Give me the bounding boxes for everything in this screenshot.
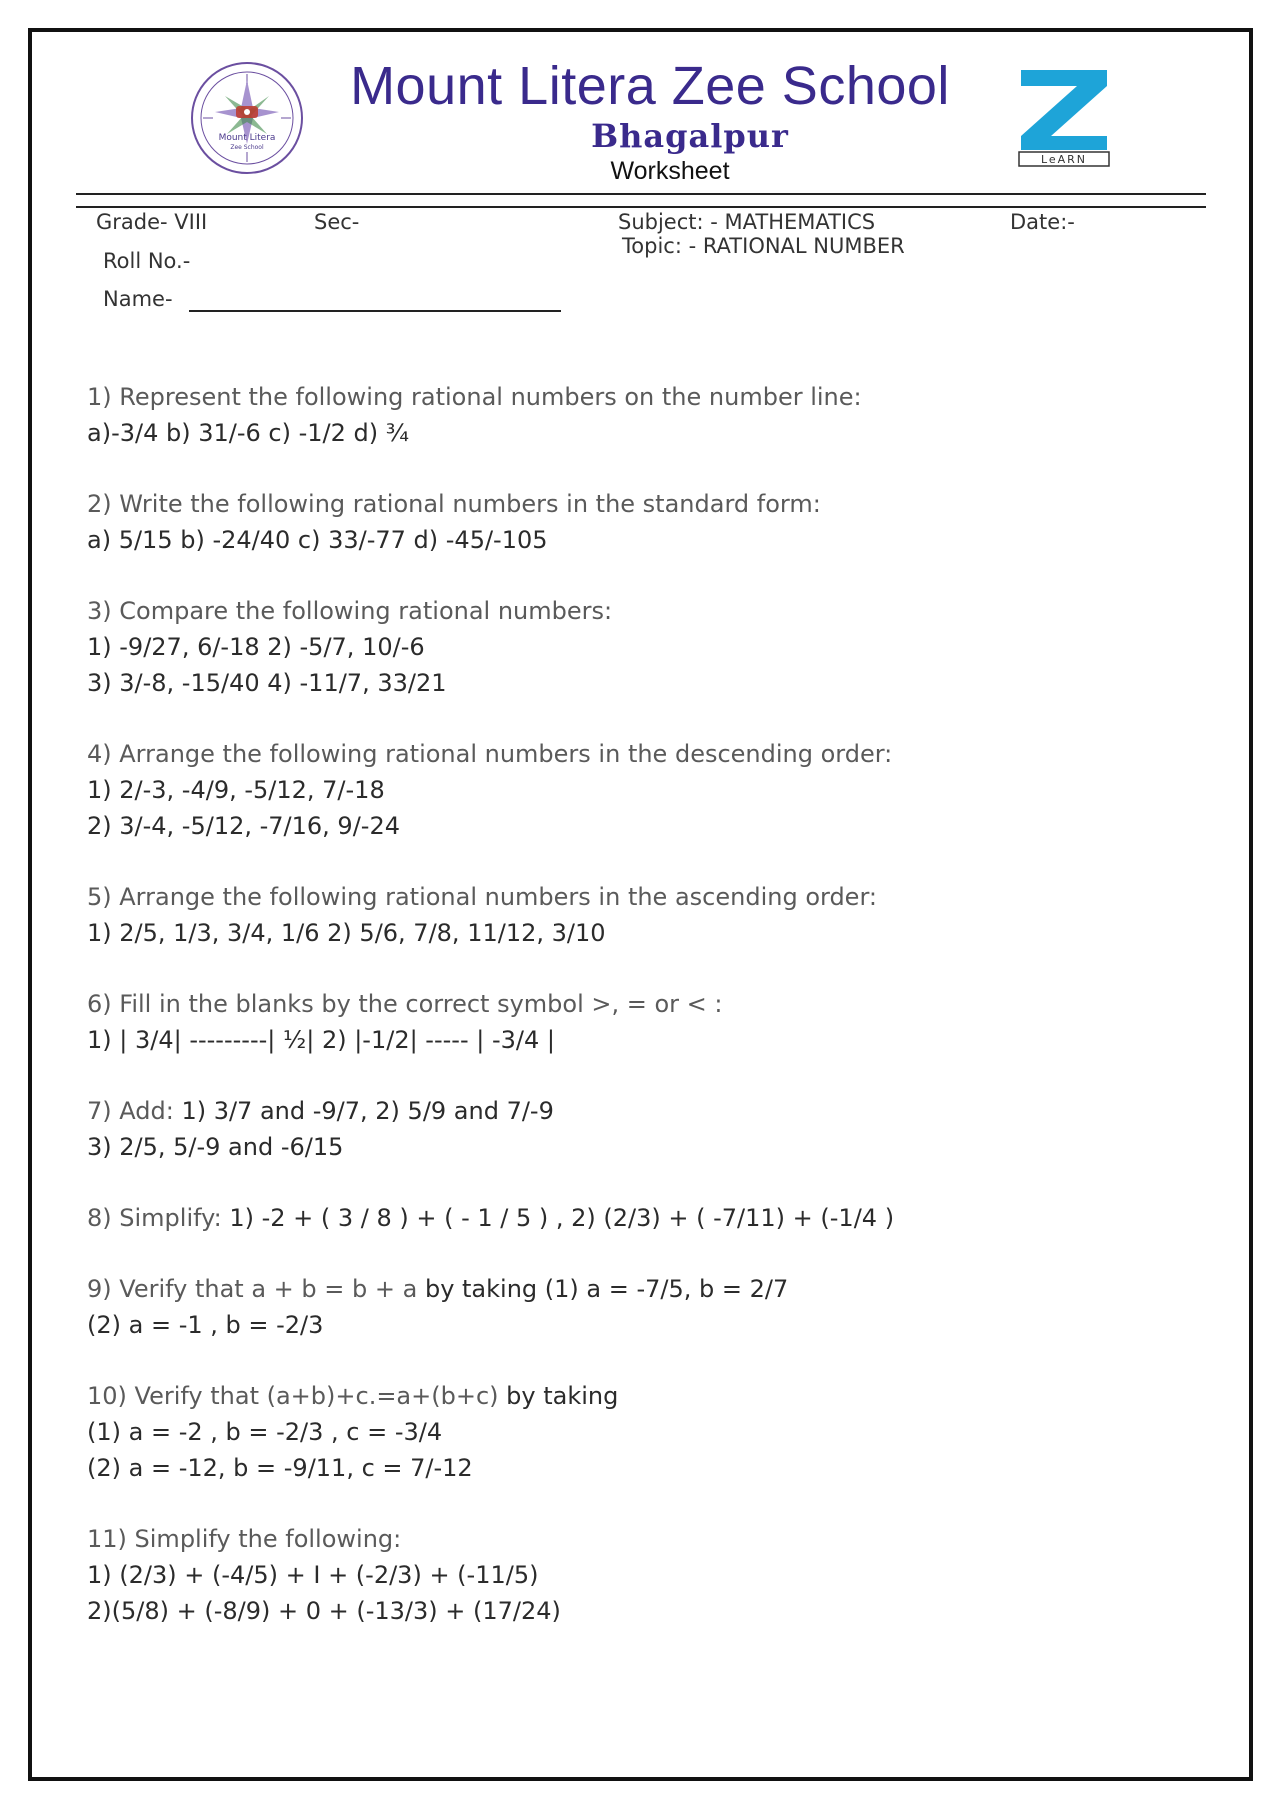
question-line: a)-3/4 b) 31/-6 c) -1/2 d) ¾	[87, 419, 409, 447]
question-stem: 10) Verify that (a+b)+c.=a+(b+c)	[87, 1382, 499, 1410]
question-line: a) 5/15 b) -24/40 c) 33/-77 d) -45/-105	[87, 526, 548, 554]
document-type: Worksheet	[610, 157, 730, 185]
question-1	[87, 379, 1217, 451]
zee-logo-text: LeARN	[1040, 153, 1088, 166]
question-stem-line	[87, 486, 1217, 522]
question-line: (2) a = -1 , b = -2/3	[87, 1311, 324, 1339]
question-stem-rest: 1) -2 + ( 3 / 8 ) + ( - 1 / 5 ) , 2) (2/3) + ( -7/11) + (-1/4 )	[221, 1204, 895, 1232]
grade-field: Grade- VIII	[96, 210, 208, 234]
question-stem: 2) Write the following rational numbers in the standard form:	[87, 490, 821, 518]
question-stem: 11) Simplify the following:	[87, 1525, 402, 1553]
logo-text-line2: Zee School	[230, 144, 264, 151]
question-stem: 4) Arrange the following rational numbers in the descending order:	[87, 740, 893, 768]
question-stem: 3) Compare the following rational numbers:	[87, 597, 613, 625]
header-rule-bottom	[76, 206, 1206, 208]
question-line: 1) | 3/4| ---------| ½| 2) |-1/2| ----- | -3/4 |	[87, 1026, 555, 1054]
question-stem: 1) Represent the following rational numbers on the number line:	[87, 383, 862, 411]
header-rule-top	[76, 193, 1206, 195]
question-9	[87, 1271, 1217, 1343]
question-stem: 8) Simplify:	[87, 1204, 222, 1232]
name-blank-line	[189, 310, 561, 312]
question-2	[87, 486, 1217, 558]
question-stem-line	[87, 879, 1217, 915]
question-line: 2)(5/8) + (-8/9) + 0 + (-13/3) + (17/24)	[87, 1597, 561, 1625]
question-stem-line	[87, 1093, 1217, 1129]
question-stem: 7) Add:	[87, 1097, 174, 1125]
question-line: 1) 2/5, 1/3, 3/4, 1/6 2) 5/6, 7/8, 11/12, 3/10	[87, 919, 606, 947]
question-stem-line	[87, 986, 1217, 1022]
question-list	[87, 379, 1217, 1664]
question-line: 1) 2/-3, -4/9, -5/12, 7/-18	[87, 776, 385, 804]
question-stem-line	[87, 736, 1217, 772]
section-field: Sec-	[314, 210, 360, 234]
school-name: Mount Litera Zee School	[350, 56, 950, 116]
question-stem-line	[87, 593, 1217, 629]
question-line: (1) a = -2 , b = -2/3 , c = -3/4	[87, 1418, 443, 1446]
school-city: Bhagalpur	[591, 117, 789, 155]
roll-number-field: Roll No.-	[103, 249, 191, 273]
question-stem-line	[87, 1271, 1217, 1307]
question-stem-line	[87, 1200, 1217, 1236]
question-11	[87, 1521, 1217, 1629]
zee-learn-logo	[1013, 66, 1115, 168]
question-stem: 6) Fill in the blanks by the correct symbol >, = or < :	[87, 990, 723, 1018]
question-10	[87, 1378, 1217, 1486]
question-line: 3) 2/5, 5/-9 and -6/15	[87, 1133, 344, 1161]
school-emblem-logo	[189, 60, 305, 176]
question-stem-line	[87, 1378, 1217, 1414]
question-stem-line	[87, 379, 1217, 415]
name-field: Name-	[103, 287, 173, 311]
question-stem-rest: by taking (1) a = -7/5, b = 2/7	[417, 1275, 789, 1303]
subject-field: Subject: - MATHEMATICS	[618, 210, 876, 234]
question-8	[87, 1200, 1217, 1236]
question-6	[87, 986, 1217, 1058]
date-field: Date:-	[1010, 210, 1075, 234]
question-line: 1) (2/3) + (-4/5) + I + (-2/3) + (-11/5)	[87, 1561, 539, 1589]
question-stem-line	[87, 1521, 1217, 1557]
question-line: 1) -9/27, 6/-18 2) -5/7, 10/-6	[87, 633, 425, 661]
question-4	[87, 736, 1217, 844]
logo-text-line1: Mount Litera	[218, 133, 276, 143]
question-5	[87, 879, 1217, 951]
question-line: 2) 3/-4, -5/12, -7/16, 9/-24	[87, 812, 400, 840]
question-line: (2) a = -12, b = -9/11, c = 7/-12	[87, 1454, 473, 1482]
question-stem: 9) Verify that a + b = b + a	[87, 1275, 418, 1303]
question-7	[87, 1093, 1217, 1165]
question-stem: 5) Arrange the following rational numbers in the ascending order:	[87, 883, 877, 911]
topic-field: Topic: - RATIONAL NUMBER	[622, 234, 905, 258]
question-stem-rest: by taking	[498, 1382, 619, 1410]
question-3	[87, 593, 1217, 701]
question-stem-rest: 1) 3/7 and -9/7, 2) 5/9 and 7/-9	[173, 1097, 554, 1125]
question-line: 3) 3/-8, -15/40 4) -11/7, 33/21	[87, 669, 447, 697]
